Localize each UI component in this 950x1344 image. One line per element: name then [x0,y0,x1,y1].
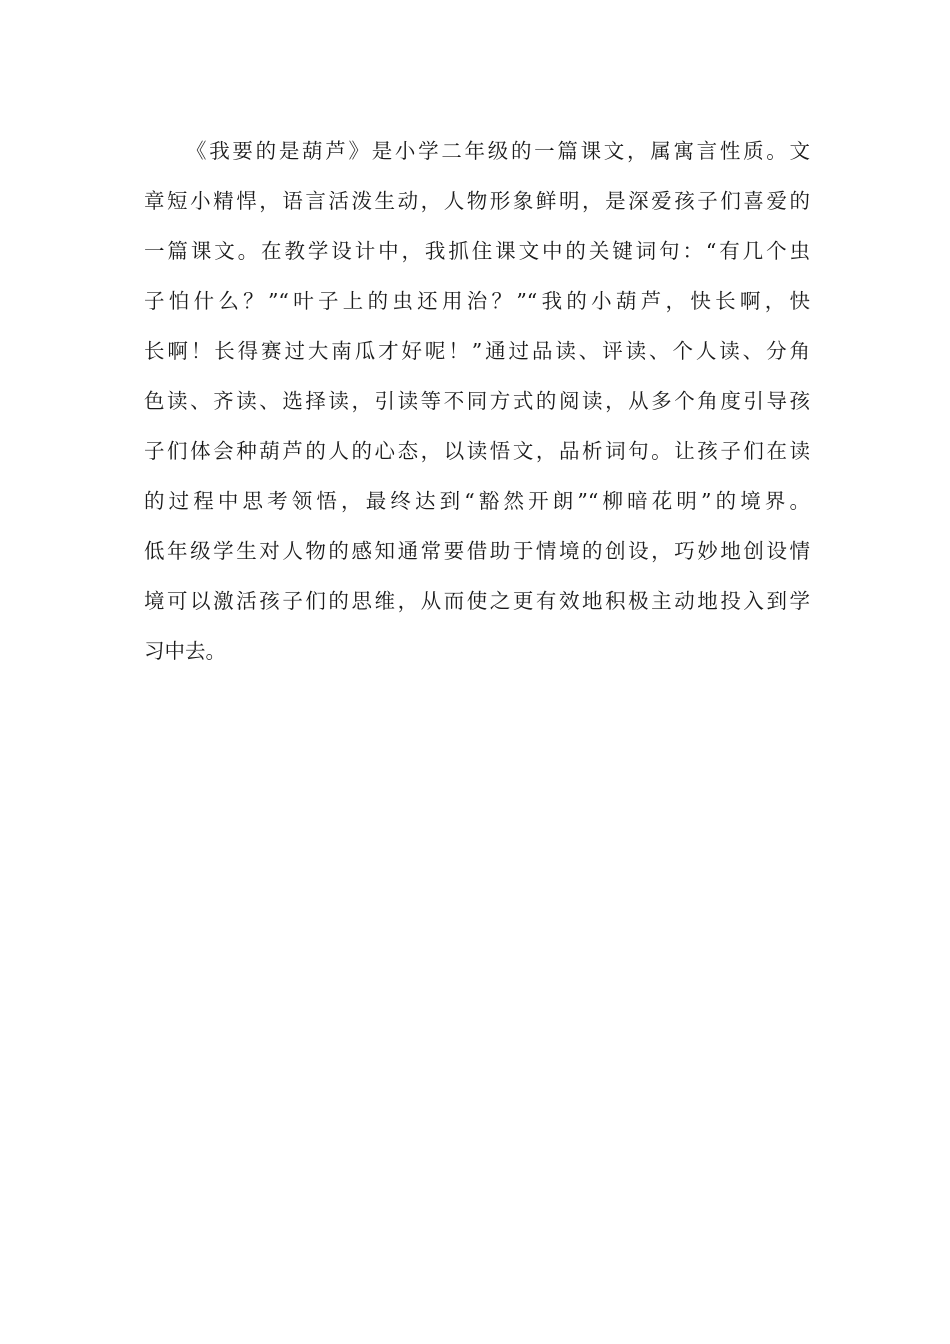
paragraph-line: 色读、齐读、选择读，引读等不同方式的阅读，从多个角度引导孩 [144,389,810,413]
paragraph-line: 一篇课文。在教学设计中，我抓住课文中的关键词句：“有几个虫 [144,239,810,263]
paragraph-line: 长啊！长得赛过大南瓜才好呢！”通过品读、评读、个人读、分角 [144,339,810,363]
paragraph-line: 子怕什么？”“叶子上的虫还用治？”“我的小葫芦，快长啊，快 [144,289,810,313]
paragraph-line: 章短小精悍，语言活泼生动，人物形象鲜明，是深爱孩子们喜爱的 [144,189,810,213]
paragraph-line: 《我要的是葫芦》是小学二年级的一篇课文，属寓言性质。文 [186,139,810,163]
paragraph-line: 习中去。 [144,639,226,663]
body-paragraph [144,126,810,676]
paragraph-line: 低年级学生对人物的感知通常要借助于情境的创设，巧妙地创设情 [144,539,810,563]
paragraph-line: 的过程中思考领悟，最终达到“豁然开朗”“柳暗花明”的境界。 [144,489,810,513]
paragraph-line: 子们体会种葫芦的人的心态，以读悟文，品析词句。让孩子们在读 [144,439,810,463]
paragraph-line: 境可以激活孩子们的思维，从而使之更有效地积极主动地投入到学 [144,589,810,613]
